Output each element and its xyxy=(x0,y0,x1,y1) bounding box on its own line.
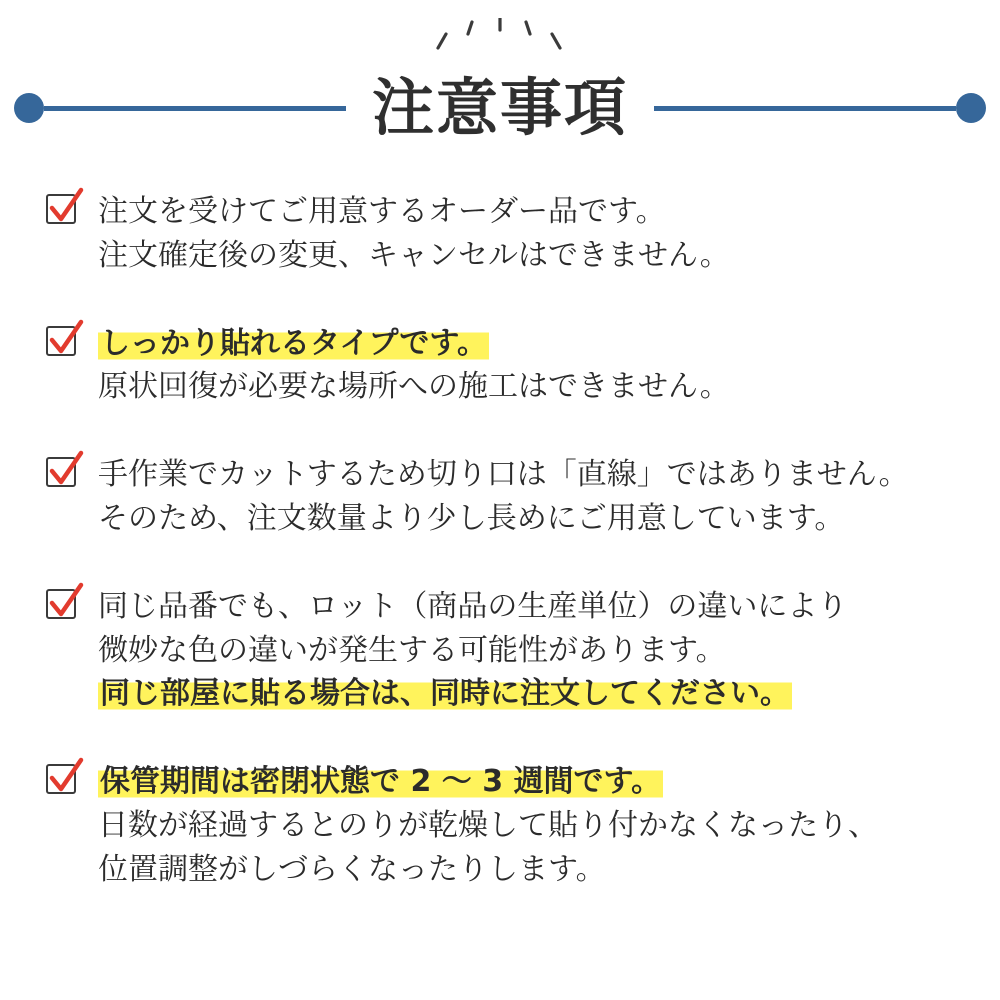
list-item-text xyxy=(98,453,960,541)
list-item xyxy=(46,190,960,278)
checked-checkbox-icon xyxy=(46,764,80,798)
rule-end-dot-icon xyxy=(14,93,44,123)
note-line: 手作業でカットするため切り口は「直線」ではありません。 xyxy=(98,457,909,493)
note-line: 注文確定後の変更、キャンセルはできません。 xyxy=(98,237,730,273)
title-rule-left xyxy=(0,93,346,123)
list-item-text xyxy=(98,760,960,891)
list-item xyxy=(46,322,960,410)
checked-checkbox-icon xyxy=(46,326,80,360)
checked-checkbox-icon xyxy=(46,194,80,228)
note-line xyxy=(98,672,960,716)
highlighted-text: 保管期間は密閉状態で 2 ～ 3 週間です。 xyxy=(100,764,662,800)
highlighted-text: 同じ部屋に貼る場合は、同時に注文してください。 xyxy=(100,676,790,712)
title-rule-right xyxy=(654,93,1000,123)
checked-checkbox-icon xyxy=(46,457,80,491)
note-line: 原状回復が必要な場所への施工はできません。 xyxy=(98,369,730,405)
title-row xyxy=(0,68,1000,148)
list-item-text xyxy=(98,322,960,410)
note-line: 微妙な色の違いが発生する可能性があります。 xyxy=(98,632,726,668)
list-item-text xyxy=(98,190,960,278)
note-line: そのため、注文数量より少し長めにご用意しています。 xyxy=(98,500,845,536)
notice-list xyxy=(46,190,960,936)
highlighted-text: しっかり貼れるタイプです。 xyxy=(100,325,487,361)
note-line xyxy=(98,322,960,366)
note-line xyxy=(98,760,960,804)
list-item xyxy=(46,453,960,541)
page-header xyxy=(0,0,1000,175)
page-title: 注意事項 xyxy=(372,71,629,144)
rule-line xyxy=(44,106,346,111)
checked-checkbox-icon xyxy=(46,589,80,623)
rule-end-dot-icon xyxy=(956,93,986,123)
list-item-text xyxy=(98,585,960,716)
list-item xyxy=(46,585,960,716)
note-line: 注文を受けてご用意するオーダー品です。 xyxy=(98,194,666,229)
list-item xyxy=(46,760,960,891)
note-line: 位置調整がしづらくなったりします。 xyxy=(98,851,606,887)
sparkle-burst-icon xyxy=(430,18,570,64)
rule-line xyxy=(654,106,956,111)
note-line: 同じ品番でも、ロット（商品の生産単位）の違いにより xyxy=(98,588,848,624)
note-line: 日数が経過するとのりが乾燥して貼り付かなくなったり、 xyxy=(98,807,878,843)
